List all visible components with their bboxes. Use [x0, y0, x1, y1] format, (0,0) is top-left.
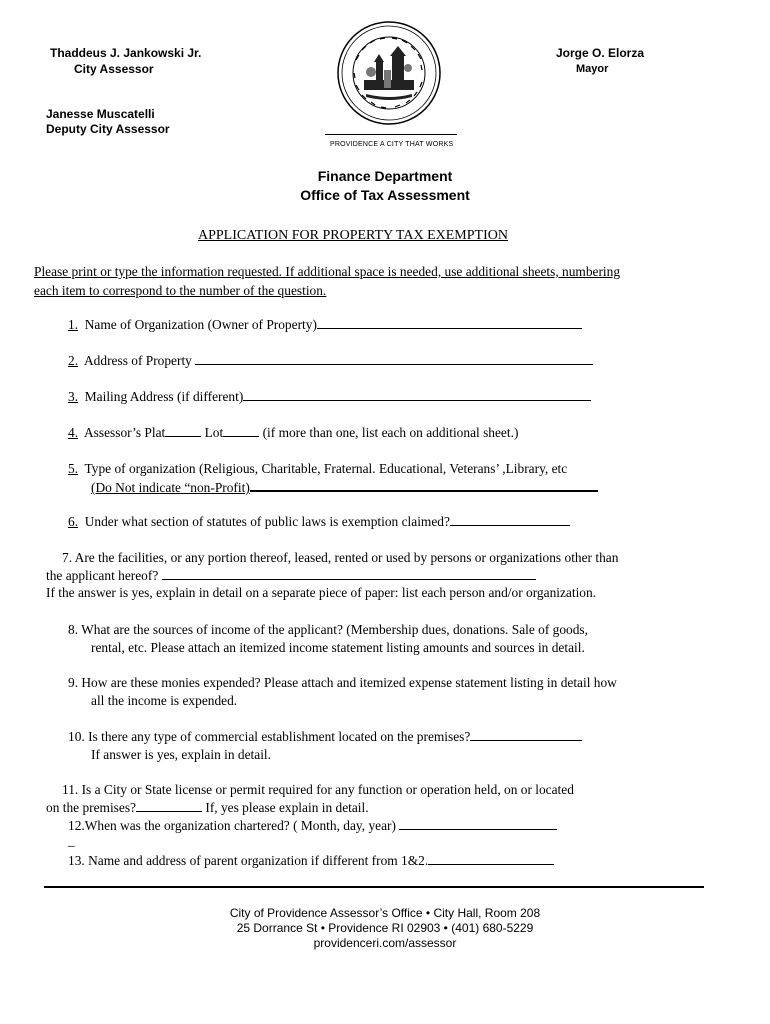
question-6-number: 6. [68, 514, 79, 529]
question-3 [68, 388, 591, 406]
footer-divider [44, 886, 704, 888]
city-seal-icon [336, 20, 442, 126]
question-6 [68, 513, 570, 531]
mayor-title: Mayor [576, 63, 609, 75]
question-1-text: Name of Organization (Owner of Property) [84, 317, 317, 332]
office-name: Office of Tax Assessment [300, 187, 470, 203]
question-7-text: the applicant hereof? [46, 568, 159, 583]
question-5-line-2 [91, 478, 598, 497]
question-11-line-2 [46, 799, 369, 817]
question-2-number: 2. [68, 353, 79, 368]
question-7-line-2 [46, 567, 536, 585]
question-4 [68, 424, 518, 442]
question-10-line-2: If answer is yes, explain in detail. [91, 747, 271, 762]
question-4-note: (if more than one, list each on additional sheet.) [262, 425, 519, 440]
mayor-name: Jorge O. Elorza [556, 46, 645, 60]
question-10 [68, 728, 582, 746]
plat-field[interactable] [165, 424, 201, 437]
question-12-stray-mark: _ [68, 833, 75, 848]
question-5-text: Type of organization (Religious, Charitable, Fraternal. Educational, Veterans’ ,Library, etc [84, 461, 568, 476]
instructions-line-1: Please print or type the information requested. If additional space is needed, use additional sheets, numbering [34, 264, 621, 279]
organization-name-field[interactable] [317, 316, 582, 329]
question-12-text: 12.When was the organization chartered? ( Month, day, year) [68, 818, 396, 833]
question-4-number: 4. [68, 425, 79, 440]
footer-line-1: City of Providence Assessor’s Office • City Hall, Room 208 [229, 906, 541, 920]
footer-line-2: 25 Dorrance St • Providence RI 02903 • (401) 680-5229 [236, 921, 534, 935]
question-3-number: 3. [68, 389, 79, 404]
mailing-address-field[interactable] [243, 388, 591, 401]
commercial-establishment-field[interactable] [470, 728, 582, 741]
question-10-text: 10. Is there any type of commercial establishment located on the premises? [68, 729, 471, 744]
license-required-field[interactable] [136, 799, 202, 812]
question-7-line-3: If the answer is yes, explain in detail on a separate piece of paper: list each person and/or organization. [46, 585, 597, 600]
instructions-line-2: each item to correspond to the number of the question. [34, 283, 327, 298]
question-2 [68, 352, 593, 370]
question-6-text: Under what section of statutes of public laws is exemption claimed? [84, 514, 450, 529]
question-12 [68, 817, 557, 835]
deputy-name: Janesse Muscatelli [46, 107, 155, 121]
question-5-note: (Do Not indicate “non-Profit) [91, 480, 250, 495]
question-13 [68, 852, 554, 870]
question-9-line-2: all the income is expended. [91, 693, 238, 708]
deputy-title: Deputy City Assessor [46, 122, 170, 136]
question-1-number: 1. [68, 317, 79, 332]
question-11-text: on the premises? [46, 800, 136, 815]
question-5-number: 5. [68, 461, 79, 476]
form-title-text: APPLICATION FOR PROPERTY TAX EXEMPTION [198, 228, 508, 243]
question-13-text: 13. Name and address of parent organization if different from 1&2. [68, 853, 429, 868]
question-3-text: Mailing Address (if different) [84, 389, 244, 404]
statute-section-field[interactable] [450, 513, 570, 526]
question-8-line-2: rental, etc. Please attach an itemized income statement listing amounts and sources in detail. [91, 640, 585, 655]
organization-type-field[interactable] [250, 478, 598, 492]
question-4-plat-label: Assessor’s Plat [84, 425, 166, 440]
question-4-lot-label: Lot [204, 425, 224, 440]
seal-tagline: PROVIDENCE A CITY THAT WORKS [330, 141, 454, 148]
facilities-use-field[interactable] [162, 567, 536, 580]
assessor-title: City Assessor [74, 62, 154, 76]
question-8-line-1: 8. What are the sources of income of the applicant? (Membership dues, donations. Sale of goods, [68, 622, 588, 637]
question-11-note: If, yes please explain in detail. [205, 800, 369, 815]
chartered-date-field[interactable] [399, 817, 557, 830]
property-address-field[interactable] [195, 352, 593, 365]
department-name: Finance Department [317, 168, 453, 184]
question-2-text: Address of Property [84, 353, 192, 368]
form-title [198, 228, 508, 244]
parent-organization-field[interactable] [428, 852, 554, 865]
question-7-line-1: 7. Are the facilities, or any portion thereof, leased, rented or used by persons or organizations other than [62, 550, 619, 565]
question-11-line-1: 11. Is a City or State license or permit required for any function or operation held, on or located [62, 782, 574, 797]
question-9-line-1: 9. How are these monies expended? Please attach and itemized expense statement listing in detail how [68, 675, 617, 690]
lot-field[interactable] [223, 424, 259, 437]
assessor-name: Thaddeus J. Jankowski Jr. [50, 46, 202, 60]
question-5 [68, 460, 567, 478]
question-1 [68, 316, 582, 334]
footer-website: providenceri.com/assessor [313, 936, 457, 950]
seal-divider [325, 134, 457, 135]
